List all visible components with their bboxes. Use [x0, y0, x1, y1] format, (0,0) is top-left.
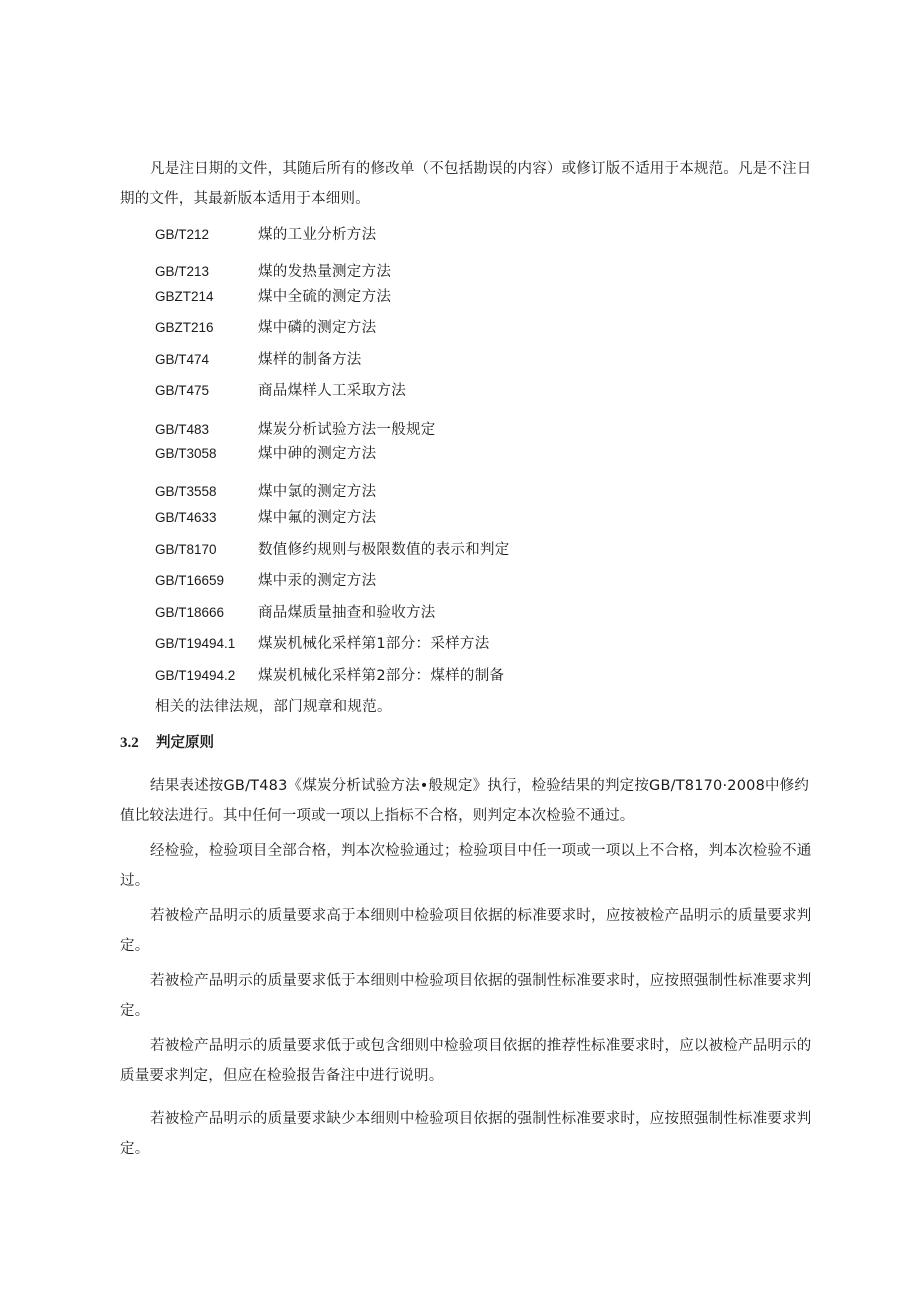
- reference-code: GB/T483: [155, 422, 210, 437]
- reference-title: 煤炭机械化采样第2部分：煤样的制备: [258, 668, 505, 684]
- reference-item: [155, 262, 391, 282]
- reference-code: GB/T19494.2: [155, 668, 236, 683]
- reference-item: [155, 444, 376, 464]
- reference-code: GBZT214: [155, 289, 214, 304]
- reference-title: 数值修约规则与极限数值的表示和判定: [258, 542, 510, 558]
- reference-item: [155, 482, 376, 502]
- reference-title: 煤样的制备方法: [258, 352, 362, 368]
- reference-code: GB/T8170: [155, 542, 217, 557]
- reference-title: 煤中氯的测定方法: [258, 484, 377, 500]
- reference-item: [155, 287, 391, 307]
- reference-item: [155, 666, 504, 686]
- judgement-paragraph: 若被检产品明示的质量要求低于本细则中检验项目依据的强制性标准要求时，应按照强制性标准要求判定。: [120, 973, 812, 1019]
- section-number: 3.2: [120, 735, 139, 751]
- reference-title: 商品煤质量抽查和验收方法: [258, 605, 436, 621]
- reference-item: [155, 603, 436, 623]
- reference-title: 煤中汞的测定方法: [258, 573, 377, 589]
- reference-code: GB/T3058: [155, 446, 217, 461]
- reference-item: [155, 225, 376, 245]
- reference-title: 煤炭机械化采样第1部分：采样方法: [258, 636, 490, 652]
- reference-item: [155, 571, 376, 591]
- reference-title: 煤中全硫的测定方法: [258, 289, 392, 305]
- reference-item: [155, 508, 376, 528]
- reference-item: [155, 318, 376, 338]
- reference-item: [155, 420, 436, 440]
- reference-title: 煤的工业分析方法: [258, 227, 377, 243]
- judgement-paragraph: 若被检产品明示的质量要求低于或包含细则中检验项目依据的推荐性标准要求时，应以被检产品明示的质量要求判定，但应在检验报告备注中进行说明。: [120, 1038, 812, 1084]
- reference-title: 煤炭分析试验方法一般规定: [258, 422, 436, 438]
- reference-item: [155, 381, 406, 401]
- reference-code: GB/T16659: [155, 573, 225, 588]
- reference-code: GB/T474: [155, 352, 210, 367]
- judgement-paragraph: 若被检产品明示的质量要求缺少本细则中检验项目依据的强制性标准要求时，应按照强制性标准要求判定。: [120, 1111, 812, 1157]
- judgement-paragraph: 若被检产品明示的质量要求高于本细则中检验项目依据的标准要求时，应按被检产品明示的质量要求判定。: [120, 908, 812, 954]
- reference-item: [155, 634, 490, 654]
- intro-paragraph: 凡是注日期的文件，其随后所有的修改单（不包括勘误的内容）或修订版不适用于本规范。凡是不注日期的文件，其最新版本适用于本细则。: [120, 161, 812, 207]
- judgement-paragraph: 结果表述按GB/T483《煤炭分析试验方法•般规定》执行，检验结果的判定按GB/T8170·2008中修约值比较法进行。其中任何一项或一项以上指标不合格，则判定本次检验不通过。: [120, 778, 810, 824]
- reference-title: 商品煤样人工采取方法: [258, 383, 406, 399]
- reference-code: GB/T19494.1: [155, 636, 236, 651]
- section-title: 判定原则: [156, 735, 214, 751]
- reference-code: GB/T3558: [155, 484, 217, 499]
- reference-title: 煤的发热量测定方法: [258, 264, 392, 280]
- section-heading: [120, 733, 214, 753]
- reference-code: GB/T18666: [155, 605, 225, 620]
- reference-title: 煤中氟的测定方法: [258, 510, 377, 526]
- judgement-paragraph: 经检验，检验项目全部合格，判本次检验通过；检验项目中任一项或一项以上不合格，判本次检验不通过。: [120, 843, 812, 889]
- reference-code: GB/T212: [155, 227, 210, 242]
- reference-code: GB/T4633: [155, 510, 217, 525]
- reference-code: GB/T475: [155, 383, 210, 398]
- reference-code: GBZT216: [155, 320, 214, 335]
- reference-item: [155, 350, 362, 370]
- reference-code: GB/T213: [155, 264, 210, 279]
- reference-item: [155, 540, 510, 560]
- reference-title: 煤中砷的测定方法: [258, 446, 377, 462]
- reference-title: 煤中磷的测定方法: [258, 320, 377, 336]
- regulations-line: 相关的法律法规，部门规章和规范。: [155, 699, 392, 715]
